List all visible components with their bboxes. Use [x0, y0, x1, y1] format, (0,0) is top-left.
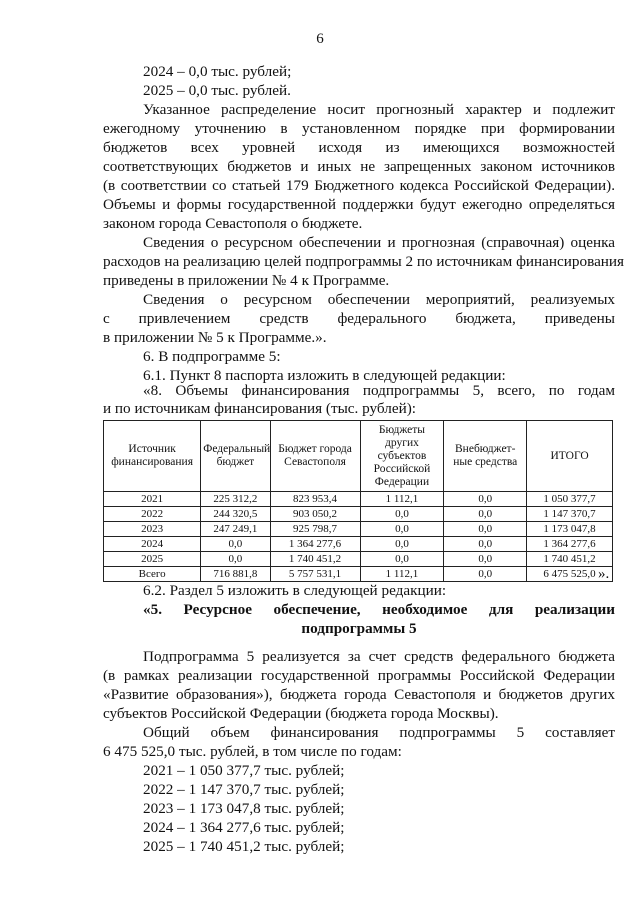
column-header: Федеральный бюджет — [201, 421, 270, 492]
table-row — [104, 537, 613, 552]
table-cell: 1 147 370,7 — [527, 507, 613, 522]
text-line: 2024 – 0,0 тыс. рублей; — [143, 63, 292, 80]
table-row — [104, 492, 613, 507]
table-cell: 2024 — [104, 537, 201, 552]
text-line: и по источникам финансирования (тыс. рублей): — [103, 400, 417, 417]
text-line: Подпрограмма 5 реализуется за счет средств федерального бюджета — [143, 648, 615, 665]
table-cell: 1 112,1 — [360, 567, 444, 582]
list-item: 2023 – 1 173 047,8 тыс. рублей; — [143, 800, 345, 817]
table-row — [104, 522, 613, 537]
table-cell: 0,0 — [360, 552, 444, 567]
list-item: 2024 – 1 364 277,6 тыс. рублей; — [143, 819, 345, 836]
table-cell: 1 740 451,2 — [527, 552, 613, 567]
table-cell: 0,0 — [444, 537, 527, 552]
text-line: ежегодному уточнению в установленном порядке при формировании — [103, 120, 615, 137]
list-item: 2022 – 1 147 370,7 тыс. рублей; — [143, 781, 345, 798]
table-total-row — [104, 567, 613, 582]
text-line: в приложении № 5 к Программе.». — [103, 329, 327, 346]
text-line: Объемы и формы государственной поддержки будут ежегодно определяться — [103, 196, 615, 213]
table-cell: 2021 — [104, 492, 201, 507]
table-cell: 903 050,2 — [270, 507, 360, 522]
table-cell: 0,0 — [360, 522, 444, 537]
column-header: Бюджет города Севастополя — [270, 421, 360, 492]
table-cell: 247 249,1 — [201, 522, 270, 537]
text-line: Указанное распределение носит прогнозный характер и подлежит — [143, 101, 615, 118]
text-line: субъектов Российской Федерации (бюджета города Москвы). — [103, 705, 499, 722]
table-cell: 1 364 277,6 — [270, 537, 360, 552]
table-cell: 0,0 — [444, 552, 527, 567]
text-line: бюджетов всех уровней исходя из имеющихся возможностей — [103, 139, 615, 156]
table-cell: 1 050 377,7 — [527, 492, 613, 507]
column-header: Внебюджет-ные средства — [444, 421, 527, 492]
text-line: «8. Объемы финансирования подпрограммы 5, всего, по годам — [143, 382, 615, 399]
table-row — [104, 507, 613, 522]
text-line: приведены в приложении № 4 к Программе. — [103, 272, 390, 289]
text-line: 6.2. Раздел 5 изложить в следующей редакции: — [143, 582, 447, 599]
table-cell: 2022 — [104, 507, 201, 522]
column-header: ИТОГО — [527, 421, 613, 492]
text-line: «Развитие образования»), бюджета города Севастополя и бюджетов других — [103, 686, 615, 703]
table-cell: 6 475 525,0 — [527, 567, 613, 582]
table-cell: 0,0 — [444, 567, 527, 582]
text-line: соответствующих бюджетов и иных не запрещенных законом источников — [103, 158, 615, 175]
financing-table — [103, 420, 613, 582]
table-cell: 225 312,2 — [201, 492, 270, 507]
table-cell: 0,0 — [360, 537, 444, 552]
table-cell: 0,0 — [201, 537, 270, 552]
table-cell: 244 320,5 — [201, 507, 270, 522]
list-item: 2025 – 1 740 451,2 тыс. рублей; — [143, 838, 345, 855]
table-cell: 0,0 — [444, 522, 527, 537]
text-line: 6 475 525,0 тыс. рублей, в том числе по годам: — [103, 743, 402, 760]
text-line: 2025 – 0,0 тыс. рублей. — [143, 82, 291, 99]
table-cell: 2025 — [104, 552, 201, 567]
text-line: Сведения о ресурсном обеспечении мероприятий, реализуемых — [143, 291, 615, 308]
table-cell: 1 364 277,6 — [527, 537, 613, 552]
column-header: Бюджеты других субъектов Российской Федерации — [360, 421, 444, 492]
table-cell: 1 740 451,2 — [270, 552, 360, 567]
table-cell: 0,0 — [444, 492, 527, 507]
column-header: Источник финансирования — [104, 421, 201, 492]
table-cell: 1 112,1 — [360, 492, 444, 507]
text-line: законом города Севастополя о бюджете. — [103, 215, 363, 232]
table-header-row — [104, 421, 613, 492]
text-line: (в рамках реализации государственной программы Российской Федерации — [103, 667, 615, 684]
table-cell: 5 757 531,1 — [270, 567, 360, 582]
text-line: (в соответствии со статьей 179 Бюджетного кодекса Российской Федерации). — [103, 177, 615, 194]
table-row — [104, 552, 613, 567]
text-line: Сведения о ресурсном обеспечении и прогнозная (справочная) оценка — [143, 234, 615, 251]
text-line: с привлечением средств федерального бюджета, приведены — [103, 310, 615, 327]
section-title: «5. Ресурсное обеспечение, необходимое для реализации — [143, 601, 615, 618]
text-line: расходов на реализацию целей подпрограммы 2 по источникам финансирования — [103, 253, 625, 270]
page-number: 6 — [316, 31, 324, 47]
list-item: 2021 – 1 050 377,7 тыс. рублей; — [143, 762, 345, 779]
table-cell: 0,0 — [444, 507, 527, 522]
table-cell: 823 953,4 — [270, 492, 360, 507]
table-cell: 716 881,8 — [201, 567, 270, 582]
text-line: Общий объем финансирования подпрограммы 5 составляет — [143, 724, 615, 741]
table-cell: 925 798,7 — [270, 522, 360, 537]
table-cell: 1 173 047,8 — [527, 522, 613, 537]
section-title: подпрограммы 5 — [301, 620, 417, 637]
table-cell: Всего — [104, 567, 201, 582]
text-line: 6.1. Пункт 8 паспорта изложить в следующей редакции: — [143, 367, 506, 384]
text-line: 6. В подпрограмме 5: — [143, 348, 281, 365]
quote-end: ». — [598, 566, 610, 582]
table-cell: 2023 — [104, 522, 201, 537]
table-cell: 0,0 — [360, 507, 444, 522]
table-cell: 0,0 — [201, 552, 270, 567]
